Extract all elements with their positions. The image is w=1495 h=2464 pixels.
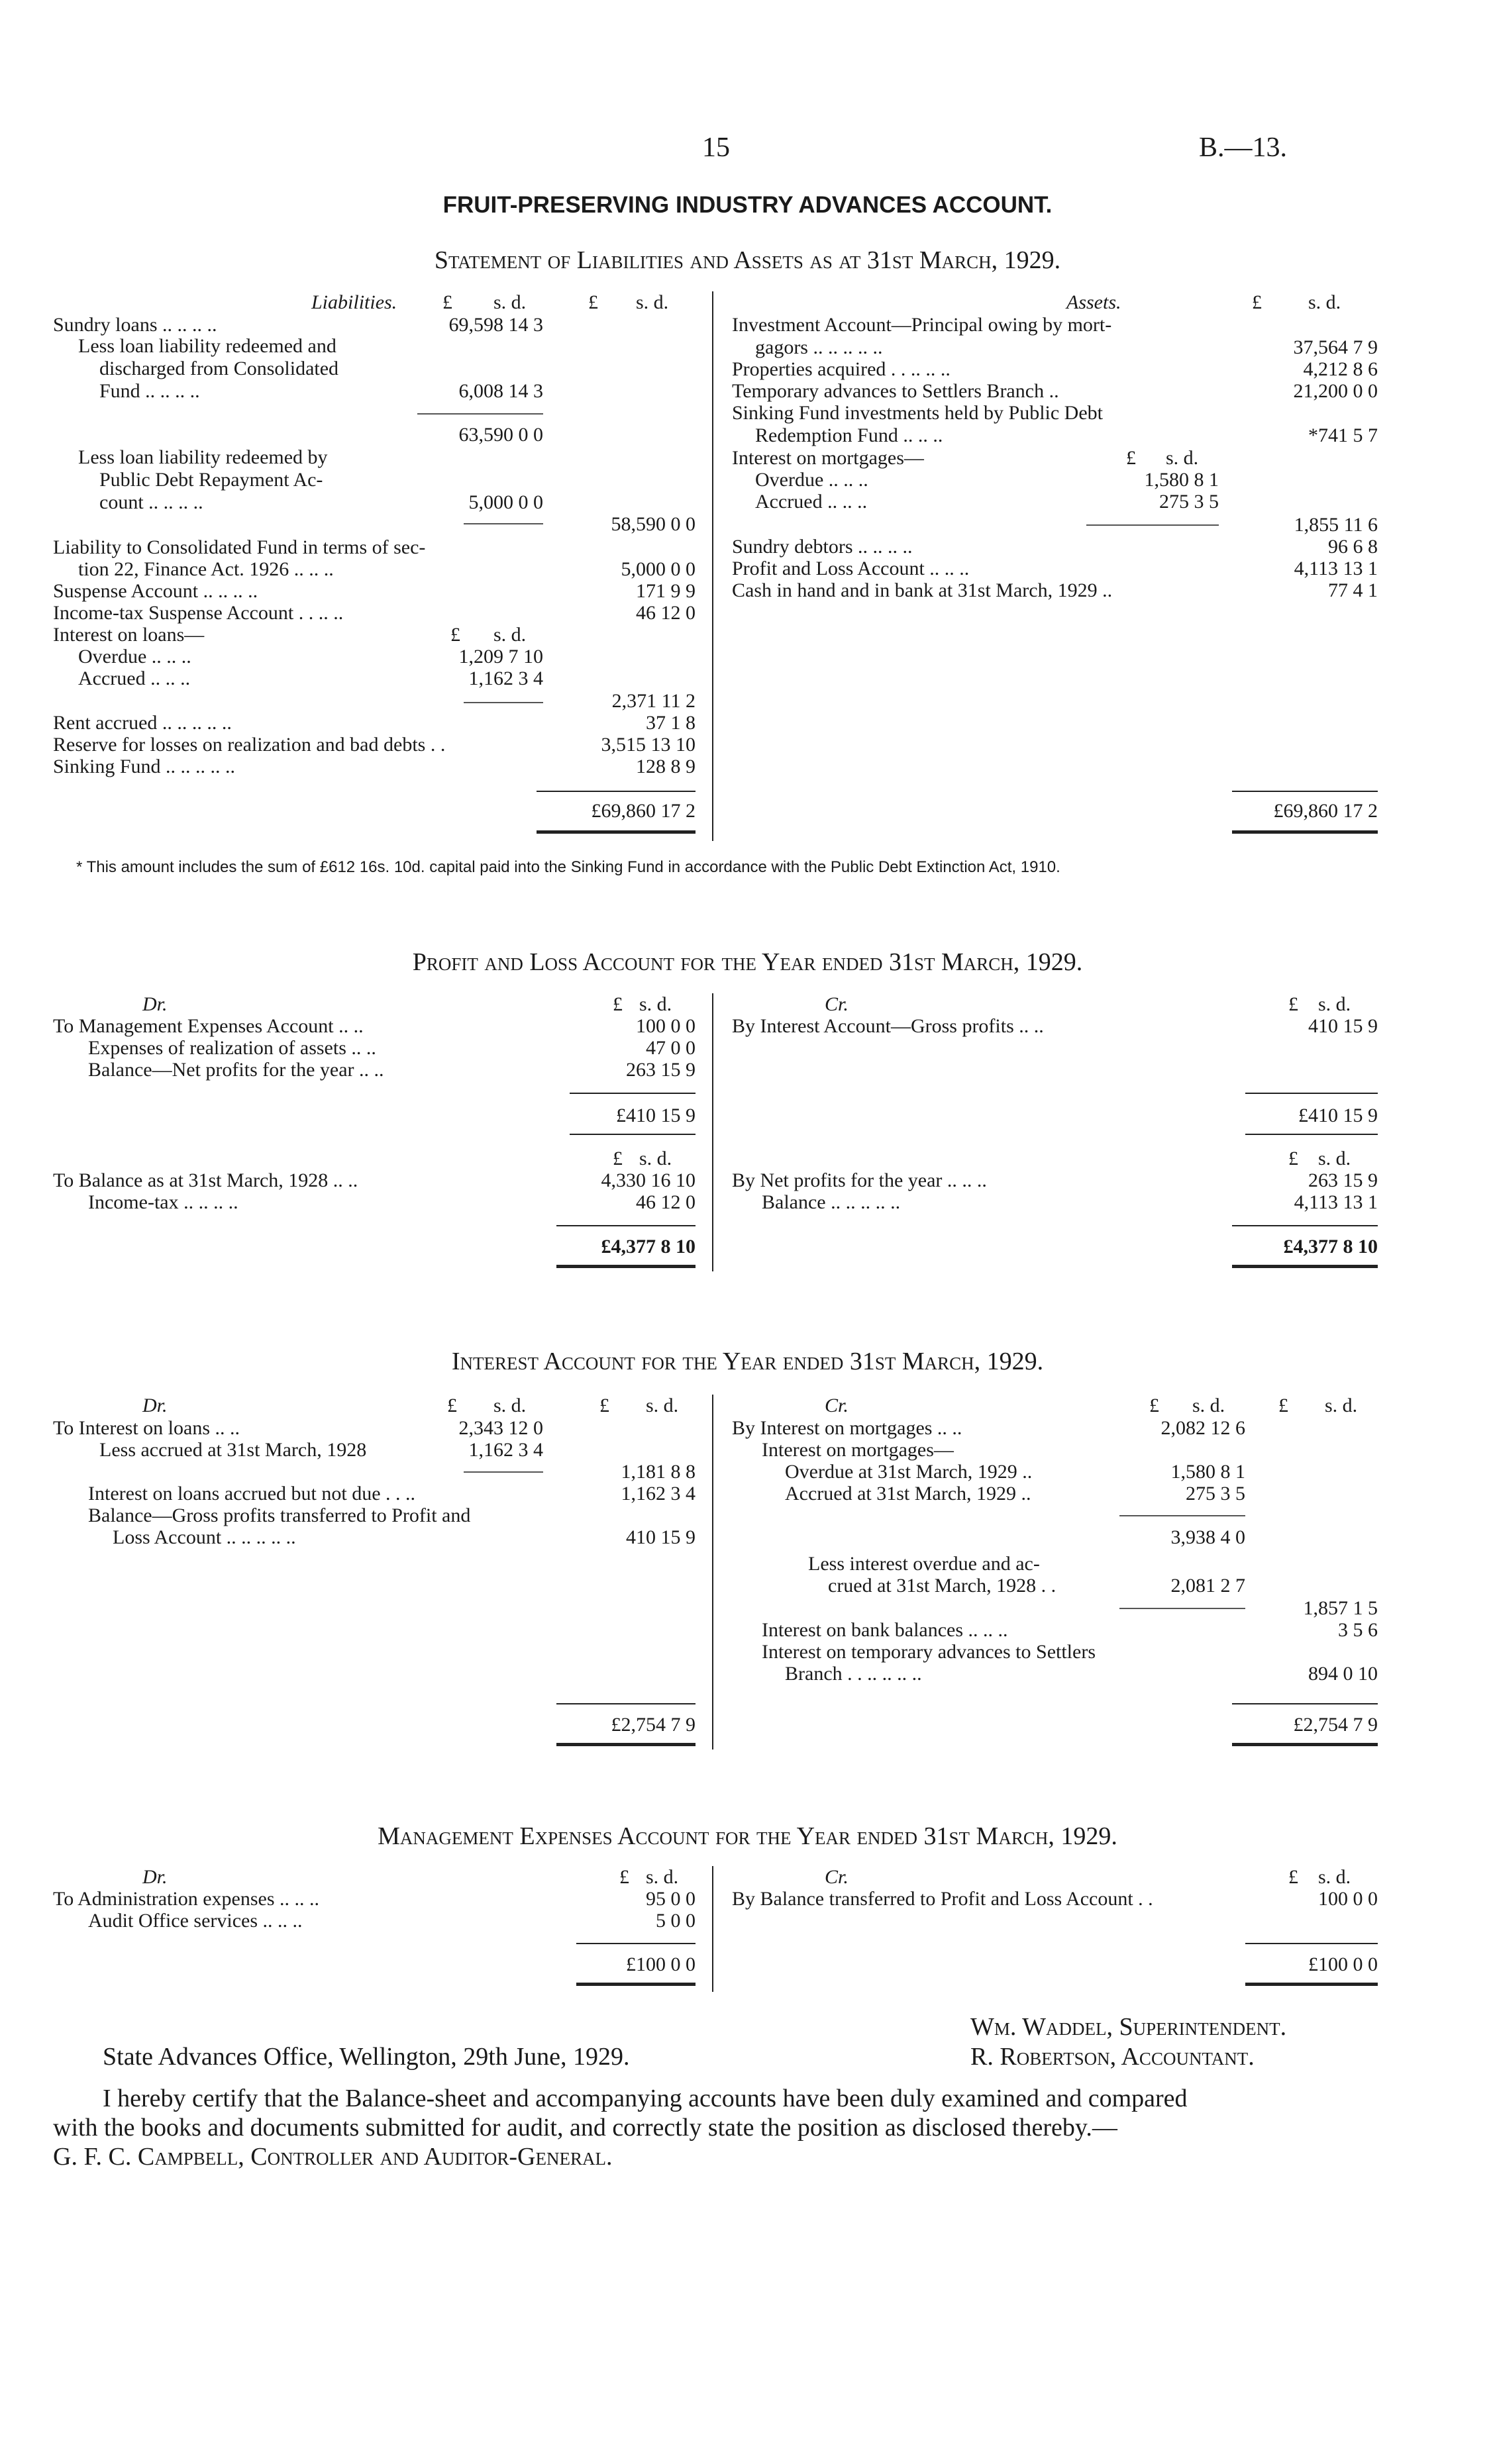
tax-suspense-amount: 46 12 0: [636, 602, 696, 624]
mgmt-by-balance-amount: 100 0 0: [1318, 1888, 1378, 1910]
int-cr: Cr.: [825, 1395, 849, 1416]
sundry-debtors-label: Sundry debtors .. .. .. ..: [732, 536, 913, 558]
reserve-amount: 3,515 13 10: [601, 734, 696, 756]
int-temp-amount: 894 0 10: [1308, 1663, 1378, 1685]
mgmt-heading: Management Expenses Account for the Year ended 31st March, 1929.: [378, 1822, 1117, 1850]
int-subtotal: 3,938 4 0: [1170, 1526, 1245, 1548]
mgmt-audit-label: Audit Office services .. .. ..: [88, 1910, 303, 1932]
int-to-interest-label: To Interest on loans .. ..: [53, 1417, 240, 1439]
statement-heading: Statement of Liabilities and Assets as at 31st March, 1929.: [434, 246, 1061, 274]
pl-net-profits-amount: 263 15 9: [1308, 1169, 1378, 1191]
less-loan-1-label-c: Fund .. .. .. ..: [99, 380, 200, 402]
pl-cr-total: £410 15 9: [1298, 1105, 1378, 1126]
pl-cr-total-2: £4,377 8 10: [1283, 1236, 1378, 1257]
pl-pound-header-2: £: [613, 1148, 623, 1169]
suspense-amount: 171 9 9: [636, 580, 696, 602]
pl-balance-1928-amount: 4,330 16 10: [601, 1169, 696, 1191]
int-overdue-label: Overdue at 31st March, 1929 ..: [785, 1461, 1033, 1483]
int-cr-sd-header: s. d.: [1192, 1395, 1225, 1416]
suspense-label: Suspense Account .. .. .. ..: [53, 580, 258, 602]
pl-cr-pound-header: £: [1288, 993, 1298, 1015]
int-sd-header-2: s. d.: [646, 1395, 679, 1416]
sundry-loans-amount: 69,598 14 3: [448, 314, 543, 336]
liabilities-total: £69,860 17 2: [591, 800, 696, 822]
int-accrued-label: Accrued at 31st March, 1929 ..: [785, 1483, 1031, 1504]
less-loan-1-amount: 6,008 14 3: [458, 380, 543, 402]
profit-loss-amount: 4,113 13 1: [1294, 558, 1378, 579]
mgmt-cr-sd-header: s. d.: [1318, 1866, 1351, 1888]
int-cr-pound-header-2: £: [1278, 1395, 1288, 1416]
int-cr-sd-header-2: s. d.: [1325, 1395, 1358, 1416]
sinking-investments-label-b: Redemption Fund .. .. ..: [755, 424, 943, 446]
int-accrued-due-label: Interest on loans accrued but not due . . ..: [88, 1483, 416, 1504]
temporary-advances-amount: 21,200 0 0: [1293, 380, 1378, 402]
pl-sd-header: s. d.: [639, 993, 672, 1015]
assets-accrued-label: Accrued .. .. ..: [755, 491, 868, 513]
int-accrued-amount: 275 3 5: [1186, 1483, 1245, 1504]
pl-by-interest-amount: 410 15 9: [1308, 1015, 1378, 1037]
pl-realization-amount: 47 0 0: [646, 1037, 696, 1059]
overdue-amount: 1,209 7 10: [458, 646, 543, 667]
pl-cr-balance-amount: 4,113 13 1: [1294, 1191, 1378, 1213]
sinking-investments-amount: *741 5 7: [1308, 424, 1378, 446]
int-net-amount: 1,181 8 8: [621, 1461, 696, 1483]
reserve-label: Reserve for losses on realization and bad debts . .: [53, 734, 446, 756]
page-number: 15: [702, 132, 730, 163]
pl-sd-header-2: s. d.: [639, 1148, 672, 1169]
int-less-label-b: crued at 31st March, 1928 . .: [828, 1575, 1057, 1597]
int-dr: Dr.: [142, 1395, 168, 1416]
less-loan-1-label-b: discharged from Consolidated: [99, 358, 339, 379]
pound-header-2: £: [588, 291, 598, 313]
assets-interest-total: 1,855 11 6: [1294, 514, 1378, 536]
overdue-label: Overdue .. .. ..: [78, 646, 191, 667]
int-balance-label-a: Balance—Gross profits transferred to Profit and: [88, 1504, 471, 1526]
footnote: * This amount includes the sum of £612 16s. 10d. capital paid into the Sinking Fund in accordance with the Public Debt Extinction Act, 1910.: [76, 858, 1060, 876]
pl-dr: Dr.: [142, 993, 168, 1015]
pl-dr-total-2: £4,377 8 10: [601, 1236, 696, 1257]
pl-cr-pound-header-2: £: [1288, 1148, 1298, 1169]
mgmt-cr-total: £100 0 0: [1308, 1953, 1378, 1975]
profit-loss-label: Profit and Loss Account .. .. ..: [732, 558, 970, 579]
int-cr-total: £2,754 7 9: [1293, 1714, 1378, 1736]
int-sd-header: s. d.: [493, 1395, 527, 1416]
int-bank-amount: 3 5 6: [1338, 1619, 1378, 1641]
rent-amount: 37 1 8: [646, 712, 696, 734]
assets-pound-header: £: [1252, 291, 1262, 313]
certificate-line-3: G. F. C. Campbell, Controller and Auditor-General.: [53, 2143, 613, 2171]
sundry-debtors-amount: 96 6 8: [1328, 536, 1378, 558]
assets-total: £69,860 17 2: [1273, 800, 1378, 822]
int-balance-amount: 410 15 9: [626, 1526, 696, 1548]
int-balance-label-b: Loss Account .. .. .. .. ..: [113, 1526, 296, 1548]
net-loans-amount: 58,590 0 0: [611, 513, 696, 535]
pl-mgmt-label: To Management Expenses Account .. ..: [53, 1015, 364, 1037]
pl-pound-header: £: [613, 993, 623, 1015]
rent-label: Rent accrued .. .. .. .. ..: [53, 712, 232, 734]
accrued-label: Accrued .. .. ..: [78, 667, 191, 689]
pl-by-interest-label: By Interest Account—Gross profits .. ..: [732, 1015, 1044, 1037]
assets-sd-header: s. d.: [1308, 291, 1341, 313]
assets-accrued-amount: 275 3 5: [1159, 491, 1219, 513]
interest-loans-label: Interest on loans—: [53, 624, 205, 646]
mgmt-cr: Cr.: [825, 1866, 849, 1888]
properties-label: Properties acquired . . .. .. ..: [732, 358, 951, 380]
pl-balance-amount: 263 15 9: [626, 1059, 696, 1081]
assets-overdue-label: Overdue .. .. ..: [755, 469, 868, 491]
pl-dr-total: £410 15 9: [616, 1105, 696, 1126]
int-less-accrued-amount: 1,162 3 4: [468, 1439, 543, 1461]
pl-income-tax-amount: 46 12 0: [636, 1191, 696, 1213]
int-accrued-due-amount: 1,162 3 4: [621, 1483, 696, 1504]
cash-label: Cash in hand and in bank at 31st March, 1929 ..: [732, 579, 1113, 601]
investment-label-b: gagors .. .. .. .. ..: [755, 336, 883, 358]
pl-realization-label: Expenses of realization of assets .. ..: [88, 1037, 376, 1059]
sundry-loans-label: Sundry loans .. .. .. ..: [53, 314, 217, 336]
int-bank-label: Interest on bank balances .. .. ..: [762, 1619, 1008, 1641]
sinking-label: Sinking Fund .. .. .. .. ..: [53, 756, 236, 777]
int-cr-pound-header: £: [1149, 1395, 1159, 1416]
interest-heading: Interest Account for the Year ended 31st March, 1929.: [451, 1348, 1044, 1375]
sinking-amount: 128 8 9: [636, 756, 696, 777]
signature-accountant: R. Robertson, Accountant.: [970, 2043, 1255, 2071]
int-by-mortgages-amount: 2,082 12 6: [1160, 1417, 1245, 1439]
investment-label-a: Investment Account—Principal owing by mort-: [732, 314, 1112, 336]
mgmt-dr: Dr.: [142, 1866, 168, 1888]
less-loan-2-label-a: Less loan liability redeemed by: [78, 446, 328, 468]
office-date: State Advances Office, Wellington, 29th June, 1929.: [103, 2043, 630, 2071]
assets-label: Assets.: [1066, 291, 1121, 313]
int-net-mortgages: 1,857 1 5: [1303, 1597, 1378, 1619]
pl-heading: Profit and Loss Account for the Year ended 31st March, 1929.: [412, 948, 1083, 976]
mgmt-sd-header: s. d.: [646, 1866, 679, 1888]
pl-cr-sd-header-2: s. d.: [1318, 1148, 1351, 1169]
sd-header-2: s. d.: [636, 291, 669, 313]
int-dr-total: £2,754 7 9: [611, 1714, 696, 1736]
less-loan-2-amount: 5,000 0 0: [468, 491, 543, 513]
int-by-mortgages-label: By Interest on mortgages .. ..: [732, 1417, 962, 1439]
certificate-line-2: with the books and documents submitted for audit, and correctly state the position as disclosed thereby.—: [53, 2114, 1117, 2142]
interest-pound-header: £: [450, 624, 460, 646]
pl-balance-1928-label: To Balance as at 31st March, 1928 .. ..: [53, 1169, 358, 1191]
certificate-line-1: I hereby certify that the Balance-sheet and accompanying accounts have been duly examined and compared: [103, 2085, 1188, 2112]
subtotal-loans: 63,590 0 0: [458, 424, 543, 446]
pl-mgmt-amount: 100 0 0: [636, 1015, 696, 1037]
int-pound-header-2: £: [599, 1395, 609, 1416]
pl-net-profits-label: By Net profits for the year .. .. ..: [732, 1169, 987, 1191]
int-pound-header: £: [447, 1395, 457, 1416]
mgmt-admin-label: To Administration expenses .. .. ..: [53, 1888, 320, 1910]
mgmt-pound-header: £: [619, 1866, 629, 1888]
pl-cr-sd-header: s. d.: [1318, 993, 1351, 1015]
properties-amount: 4,212 8 6: [1303, 358, 1378, 380]
document-title: FRUIT-PRESERVING INDUSTRY ADVANCES ACCOUNT.: [442, 192, 1053, 218]
accrued-amount: 1,162 3 4: [468, 667, 543, 689]
mgmt-cr-pound-header: £: [1288, 1866, 1298, 1888]
liabilities-label: Liabilities.: [311, 291, 397, 313]
less-loan-2-label-b: Public Debt Repayment Ac-: [99, 469, 323, 491]
int-less-label-a: Less interest overdue and ac-: [808, 1553, 1040, 1575]
interest-mortgages-label: Interest on mortgages—: [732, 447, 924, 469]
pl-cr-balance-label: Balance .. .. .. .. ..: [762, 1191, 901, 1213]
consolidated-fund-label-a: Liability to Consolidated Fund in terms of sec-: [53, 536, 426, 558]
mgmt-by-balance-label: By Balance transferred to Profit and Loss Account . .: [732, 1888, 1153, 1910]
signature-superintendent: Wm. Waddel, Superintendent.: [970, 2013, 1287, 2041]
pound-header: £: [442, 291, 452, 313]
consolidated-fund-label-b: tion 22, Finance Act. 1926 .. .. ..: [78, 558, 334, 580]
mgmt-audit-amount: 5 0 0: [656, 1910, 696, 1932]
interest-mortgages-sd: s. d.: [1166, 447, 1199, 469]
investment-amount: 37,564 7 9: [1293, 336, 1378, 358]
sd-header: s. d.: [493, 291, 527, 313]
int-temp-label-a: Interest on temporary advances to Settlers: [762, 1641, 1096, 1663]
mgmt-admin-amount: 95 0 0: [646, 1888, 696, 1910]
int-less-accrued-label: Less accrued at 31st March, 1928: [99, 1439, 367, 1461]
interest-total: 2,371 11 2: [611, 690, 696, 712]
sinking-investments-label-a: Sinking Fund investments held by Public Debt: [732, 402, 1103, 424]
document-reference: B.—13.: [1199, 132, 1288, 163]
consolidated-fund-amount: 5,000 0 0: [621, 558, 696, 580]
interest-sd-header: s. d.: [493, 624, 527, 646]
assets-overdue-amount: 1,580 8 1: [1144, 469, 1219, 491]
int-temp-label-b: Branch . . .. .. .. ..: [785, 1663, 922, 1685]
pl-income-tax-label: Income-tax .. .. .. ..: [88, 1191, 238, 1213]
pl-cr: Cr.: [825, 993, 849, 1015]
interest-mortgages-pound: £: [1126, 447, 1136, 469]
int-overdue-amount: 1,580 8 1: [1170, 1461, 1245, 1483]
pl-balance-label: Balance—Net profits for the year .. ..: [88, 1059, 384, 1081]
less-loan-1-label-a: Less loan liability redeemed and: [78, 335, 336, 357]
int-to-interest-amount: 2,343 12 0: [458, 1417, 543, 1439]
tax-suspense-label: Income-tax Suspense Account . . .. ..: [53, 602, 344, 624]
mgmt-dr-total: £100 0 0: [626, 1953, 696, 1975]
int-less-amount: 2,081 2 7: [1170, 1575, 1245, 1597]
int-mortgages-label: Interest on mortgages—: [762, 1439, 954, 1461]
less-loan-2-label-c: count .. .. .. ..: [99, 491, 203, 513]
cash-amount: 77 4 1: [1328, 579, 1378, 601]
temporary-advances-label: Temporary advances to Settlers Branch ..: [732, 380, 1059, 402]
